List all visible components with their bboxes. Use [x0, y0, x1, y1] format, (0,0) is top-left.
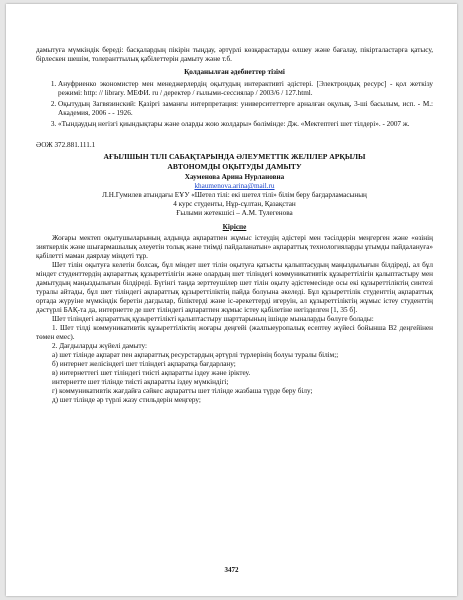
references-list [36, 80, 433, 129]
page-number: 3472 [224, 566, 239, 574]
page-content [36, 46, 433, 405]
document-page [6, 4, 457, 596]
intro-continuation-text: дамытуға мүмкіндік береді: басқалардың пікірін тыңдау, әртүрлі көзқарастарды өлшеу және бағалау, пікірталастарға қатысу, бірлескен шешім, толеранттылық қабілеттерін дамыту және т.б. [36, 46, 433, 63]
list-item: 1. Шет тілді коммуникативтік құзыреттіліктің жоғары деңгейі (жалпыеуропалық есептеу жүйесі бойынша В2 деңгейінен төмен емес). [36, 324, 433, 341]
body-paragraph: Шет тілін оқытуға келетін болсақ, бұл міндет шет тілін оқытуға қатысты қалыптасудың маңыздылығын білдіреді, ал бұл міндет студенттердің ақпараттық құзыреттілігін және олардың шет тіліндегі коммуникативтік құзыреттілігін қалыптастыру мен дамытудың маңыздылығын білдіреді. Бүгінгі таңда зерттеушілер шет тілін оқыту әдістемесінде осы екі құзыреттіліктің синтезі туралы айтады, бұл шет тіліндегі ақпараттық құзыреттіліктің пайда болуына әкеледі. Бұл құзыреттілік студенттің ақпараттық ортада жүруіне мүмкіндік беретін дағдылар, біліктерді және іс-әрекеттерді игеруін, ал құзыреттіліктің жұмыс істеу студенттің дәстүрлі БАҚ-та да, интернетте де шет тіліндегі ақпаратпен жұмыс істеу қабілетіне негізделген [1, 35 б]. [36, 261, 433, 314]
references-heading: Қолданылған әдебиеттер тізімі [184, 68, 285, 76]
article-title-line: АВТОНОМДЫ ОҚЫТУДЫ ДАМЫТУ [167, 161, 302, 171]
affiliation-line: 4 курс студенты, Нұр-сұлтан, Қазақстан [173, 200, 296, 208]
author-name: Хауменова Арина Нурлановна [184, 173, 285, 181]
list-item: интернетте шет тілінде тиісті ақпаратты іздеу мүмкіндігі; [52, 378, 229, 386]
list-item: в) интернеттегі шет тіліндегі тиісті ақпаратты іздеу және іріктеу. [52, 369, 251, 377]
reference-item: 1. Ануфриенко экономистер мен менеджерлердің оқытудың интерактивті әдістері. [Электрондық ресурс] - қол жеткізу режимі: http: // library. МЕФИ. ru / деректер / ғылыми-сессиялар / 2003/6 / 127.html. [58, 80, 433, 98]
advisor-line: Ғылыми жетекшісі – А.М. Тулегенова [176, 209, 293, 217]
article-title-line: АҒЫЛШЫН ТІЛІ САБАҚТАРЫНДА ӘЛЕУМЕТТІК ЖЕЛІЛЕР АРҚЫЛЫ [103, 152, 366, 161]
list-item: д) шет тілінде әр түрлі жазу стильдерін меңгеру; [52, 396, 201, 404]
list-item: а) шет тілінде ақпарат пен ақпараттық ресурстардың әртүрлі түрлерінің болуы туралы білім;; [52, 351, 339, 359]
list-item: б) интернет желісіндегі шет тіліндегі ақпаратқа бағдарлану; [52, 360, 236, 368]
list-item: 2. Дағдыларды жүйелі дамыту: [52, 342, 148, 350]
list-item: г) коммуникативтік жағдайға сәйкес ақпаратты шет тілінде жазбаша түрде беру білу; [52, 387, 313, 395]
author-email-link[interactable]: khaumenova.arina@mail.ru [194, 182, 275, 190]
article-title [36, 152, 433, 171]
affiliation-line: Л.Н.Гумилев атындағы ЕҰУ «Шетел тілі: екі шетел тілі» білім беру бағдарламасының [102, 191, 367, 199]
reference-item: 2. Оқытудың Загвязинский: Қазіргі заманғы интерпретация: университеттерге арналған оқулық, 3-ші басылым, исп. - М.: Академия, 2006 - - 1926. [58, 100, 433, 118]
body-paragraph: Шет тіліндегі ақпараттық құзыреттілікті қалыптастыру шарттарының ішінде мыналарды бөлуге болады: [52, 315, 374, 323]
section-heading: Кіріспе [222, 223, 247, 231]
udk-code: ӘОЖ 372.881.111.1 [36, 141, 96, 149]
body-paragraph: Жоғары мектеп оқытушыларының алдында ақпаратпен жұмыс істеудің әдістері мен тәсілдерін меңгерген және «өзінің зияткерлік және шығармашылық әлеуетін толық және тиімді пайдаланатын» ақпараттық технологияларды ұтымды пайдалануға» қабілетті маман даярлау міндеті тұр. [36, 234, 433, 260]
reference-item: 3. «Тындаудың негізгі қиындықтары және оларды жою жолдары» бөлімінде: Дж. «Мектептегі шет тілдері». - 2007 ж. [58, 120, 433, 129]
